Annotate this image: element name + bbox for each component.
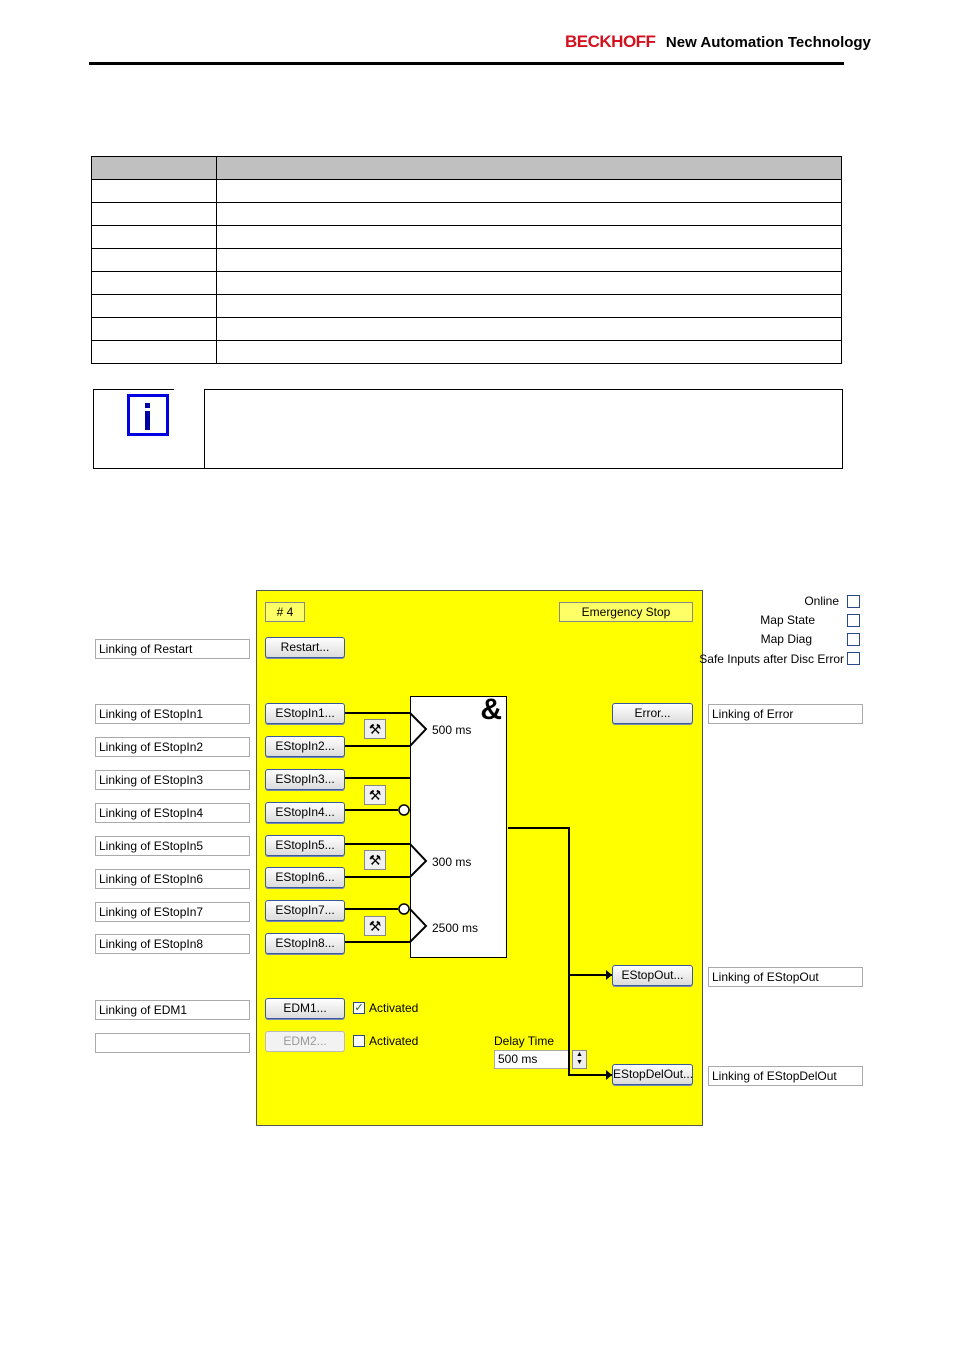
estopin2-button[interactable]: EStopIn2... (265, 736, 345, 757)
estopin5-link-field[interactable]: Linking of EStopIn5 (95, 836, 250, 856)
time-label-3: 2500 ms (432, 921, 479, 935)
edm1-button[interactable]: EDM1... (265, 998, 345, 1019)
header-rule (89, 62, 844, 65)
configure-tool-icon[interactable]: ⚒ (364, 719, 386, 739)
table-row (92, 226, 842, 249)
estopin4-button[interactable]: EStopIn4... (265, 802, 345, 823)
time-label-2: 300 ms (432, 855, 472, 869)
and-symbol: & (480, 693, 502, 726)
edm2-activated-checkbox[interactable] (353, 1035, 365, 1047)
estopout-button[interactable]: EStopOut... (612, 965, 693, 986)
delay-time-spinner[interactable]: ▲ ▼ (572, 1050, 587, 1069)
edm2-activated-label: Activated (369, 1034, 419, 1048)
estopin8-link-field[interactable]: Linking of EStopIn8 (95, 934, 250, 954)
estopdelout-button[interactable]: EStopDelOut... (612, 1064, 693, 1085)
delay-time-input[interactable]: 500 ms (494, 1050, 570, 1069)
safe-inputs-checkbox[interactable] (847, 652, 860, 665)
configure-tool-icon[interactable]: ⚒ (364, 916, 386, 936)
delay-time-label: Delay Time (494, 1034, 555, 1048)
edm1-link-field[interactable]: Linking of EDM1 (95, 1000, 250, 1020)
block-type: Emergency Stop (559, 602, 693, 622)
estopin7-link-field[interactable]: Linking of EStopIn7 (95, 902, 250, 922)
map-diag-checkbox[interactable] (847, 633, 860, 646)
info-icon (127, 394, 169, 436)
estopin3-button[interactable]: EStopIn3... (265, 769, 345, 790)
edm2-link-field[interactable] (95, 1033, 250, 1053)
safe-inputs-label: Safe Inputs after Disc Error (699, 652, 844, 666)
estopdelout-link-field[interactable]: Linking of EStopDelOut (708, 1066, 863, 1086)
estopin2-link-field[interactable]: Linking of EStopIn2 (95, 737, 250, 757)
block-number: # 4 (265, 602, 305, 622)
estopin3-link-field[interactable]: Linking of EStopIn3 (95, 770, 250, 790)
map-diag-label: Map Diag (760, 632, 812, 646)
estopin1-button[interactable]: EStopIn1... (265, 703, 345, 724)
estopin6-button[interactable]: EStopIn6... (265, 867, 345, 888)
table-header-row (92, 157, 842, 180)
map-state-checkbox[interactable] (847, 614, 860, 627)
time-label-1: 500 ms (432, 723, 472, 737)
brand-name: BECKHOFF (565, 32, 656, 51)
map-state-label: Map State (760, 613, 815, 627)
edm1-activated-checkbox[interactable]: ✓ (354, 1002, 364, 1014)
table-row (92, 318, 842, 341)
estopin4-link-field[interactable]: Linking of EStopIn4 (95, 803, 250, 823)
note-divider (204, 390, 205, 468)
restart-link-field[interactable]: Linking of Restart (95, 639, 250, 659)
error-button[interactable]: Error... (612, 703, 693, 724)
table-row (92, 295, 842, 318)
table-row (92, 203, 842, 226)
estopin5-button[interactable]: EStopIn5... (265, 835, 345, 856)
estopout-link-field[interactable]: Linking of EStopOut (708, 967, 863, 987)
configure-tool-icon[interactable]: ⚒ (364, 785, 386, 805)
estopin1-link-field[interactable]: Linking of EStopIn1 (95, 704, 250, 724)
note-box (93, 389, 843, 469)
edm2-button[interactable]: EDM2... (265, 1031, 345, 1052)
table-row (92, 180, 842, 203)
table-row (92, 341, 842, 364)
table-row (92, 249, 842, 272)
configure-tool-icon[interactable]: ⚒ (364, 850, 386, 870)
brand-logo (565, 32, 871, 52)
estopin7-button[interactable]: EStopIn7... (265, 900, 345, 921)
error-link-field[interactable]: Linking of Error (708, 704, 863, 724)
estopin6-link-field[interactable]: Linking of EStopIn6 (95, 869, 250, 889)
parameter-table (91, 156, 842, 364)
estopin8-button[interactable]: EStopIn8... (265, 933, 345, 954)
restart-button[interactable]: Restart... (265, 637, 345, 658)
table-row (92, 272, 842, 295)
edm1-activated-label: Activated (369, 1001, 419, 1015)
brand-tagline: New Automation Technology (665, 34, 871, 51)
online-label: Online (804, 594, 839, 608)
online-checkbox[interactable] (847, 595, 860, 608)
